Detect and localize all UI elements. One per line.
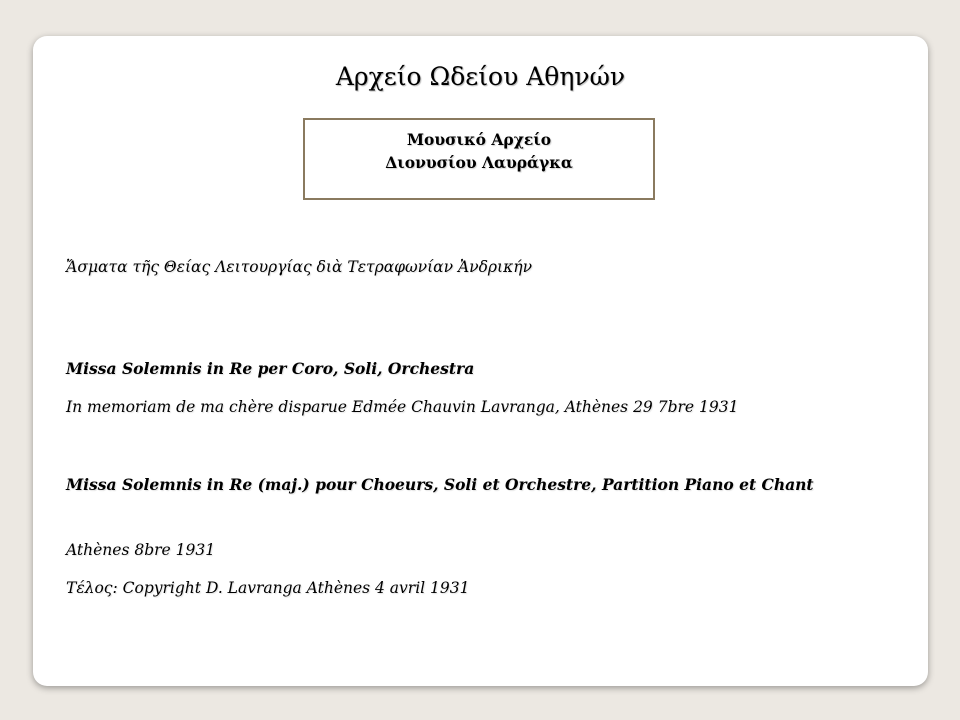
archive-name-line-1: Μουσικό Αρχείο	[406, 130, 552, 149]
entry-dedication: In memoriam de ma chère disparue Edmée Chauvin Lavranga, Athènes 29 7bre 1931	[66, 398, 739, 416]
entry-missa-score-title: Missa Solemnis in Re (maj.) pour Choeurs, Soli et Orchestre, Partition Piano et Chant	[66, 475, 814, 494]
archive-name-box	[303, 118, 655, 200]
entry-date: Athènes 8bre 1931	[66, 541, 216, 559]
entry-copyright: Τέλος: Copyright D. Lavranga Athènes 4 avril 1931	[66, 579, 470, 597]
archive-name-line-2: Διονυσίου Λαυράγκα	[385, 153, 573, 172]
entry-greek-liturgy: Ἄσματα τῆς Θείας Λειτουργίας διὰ Τετραφωνίαν Ἀνδρικήν	[66, 258, 532, 276]
slide-panel	[33, 36, 928, 686]
entry-missa-title: Missa Solemnis in Re per Coro, Soli, Orchestra	[66, 359, 475, 378]
page-title: Αρχείο Ωδείου Αθηνών	[335, 62, 626, 91]
